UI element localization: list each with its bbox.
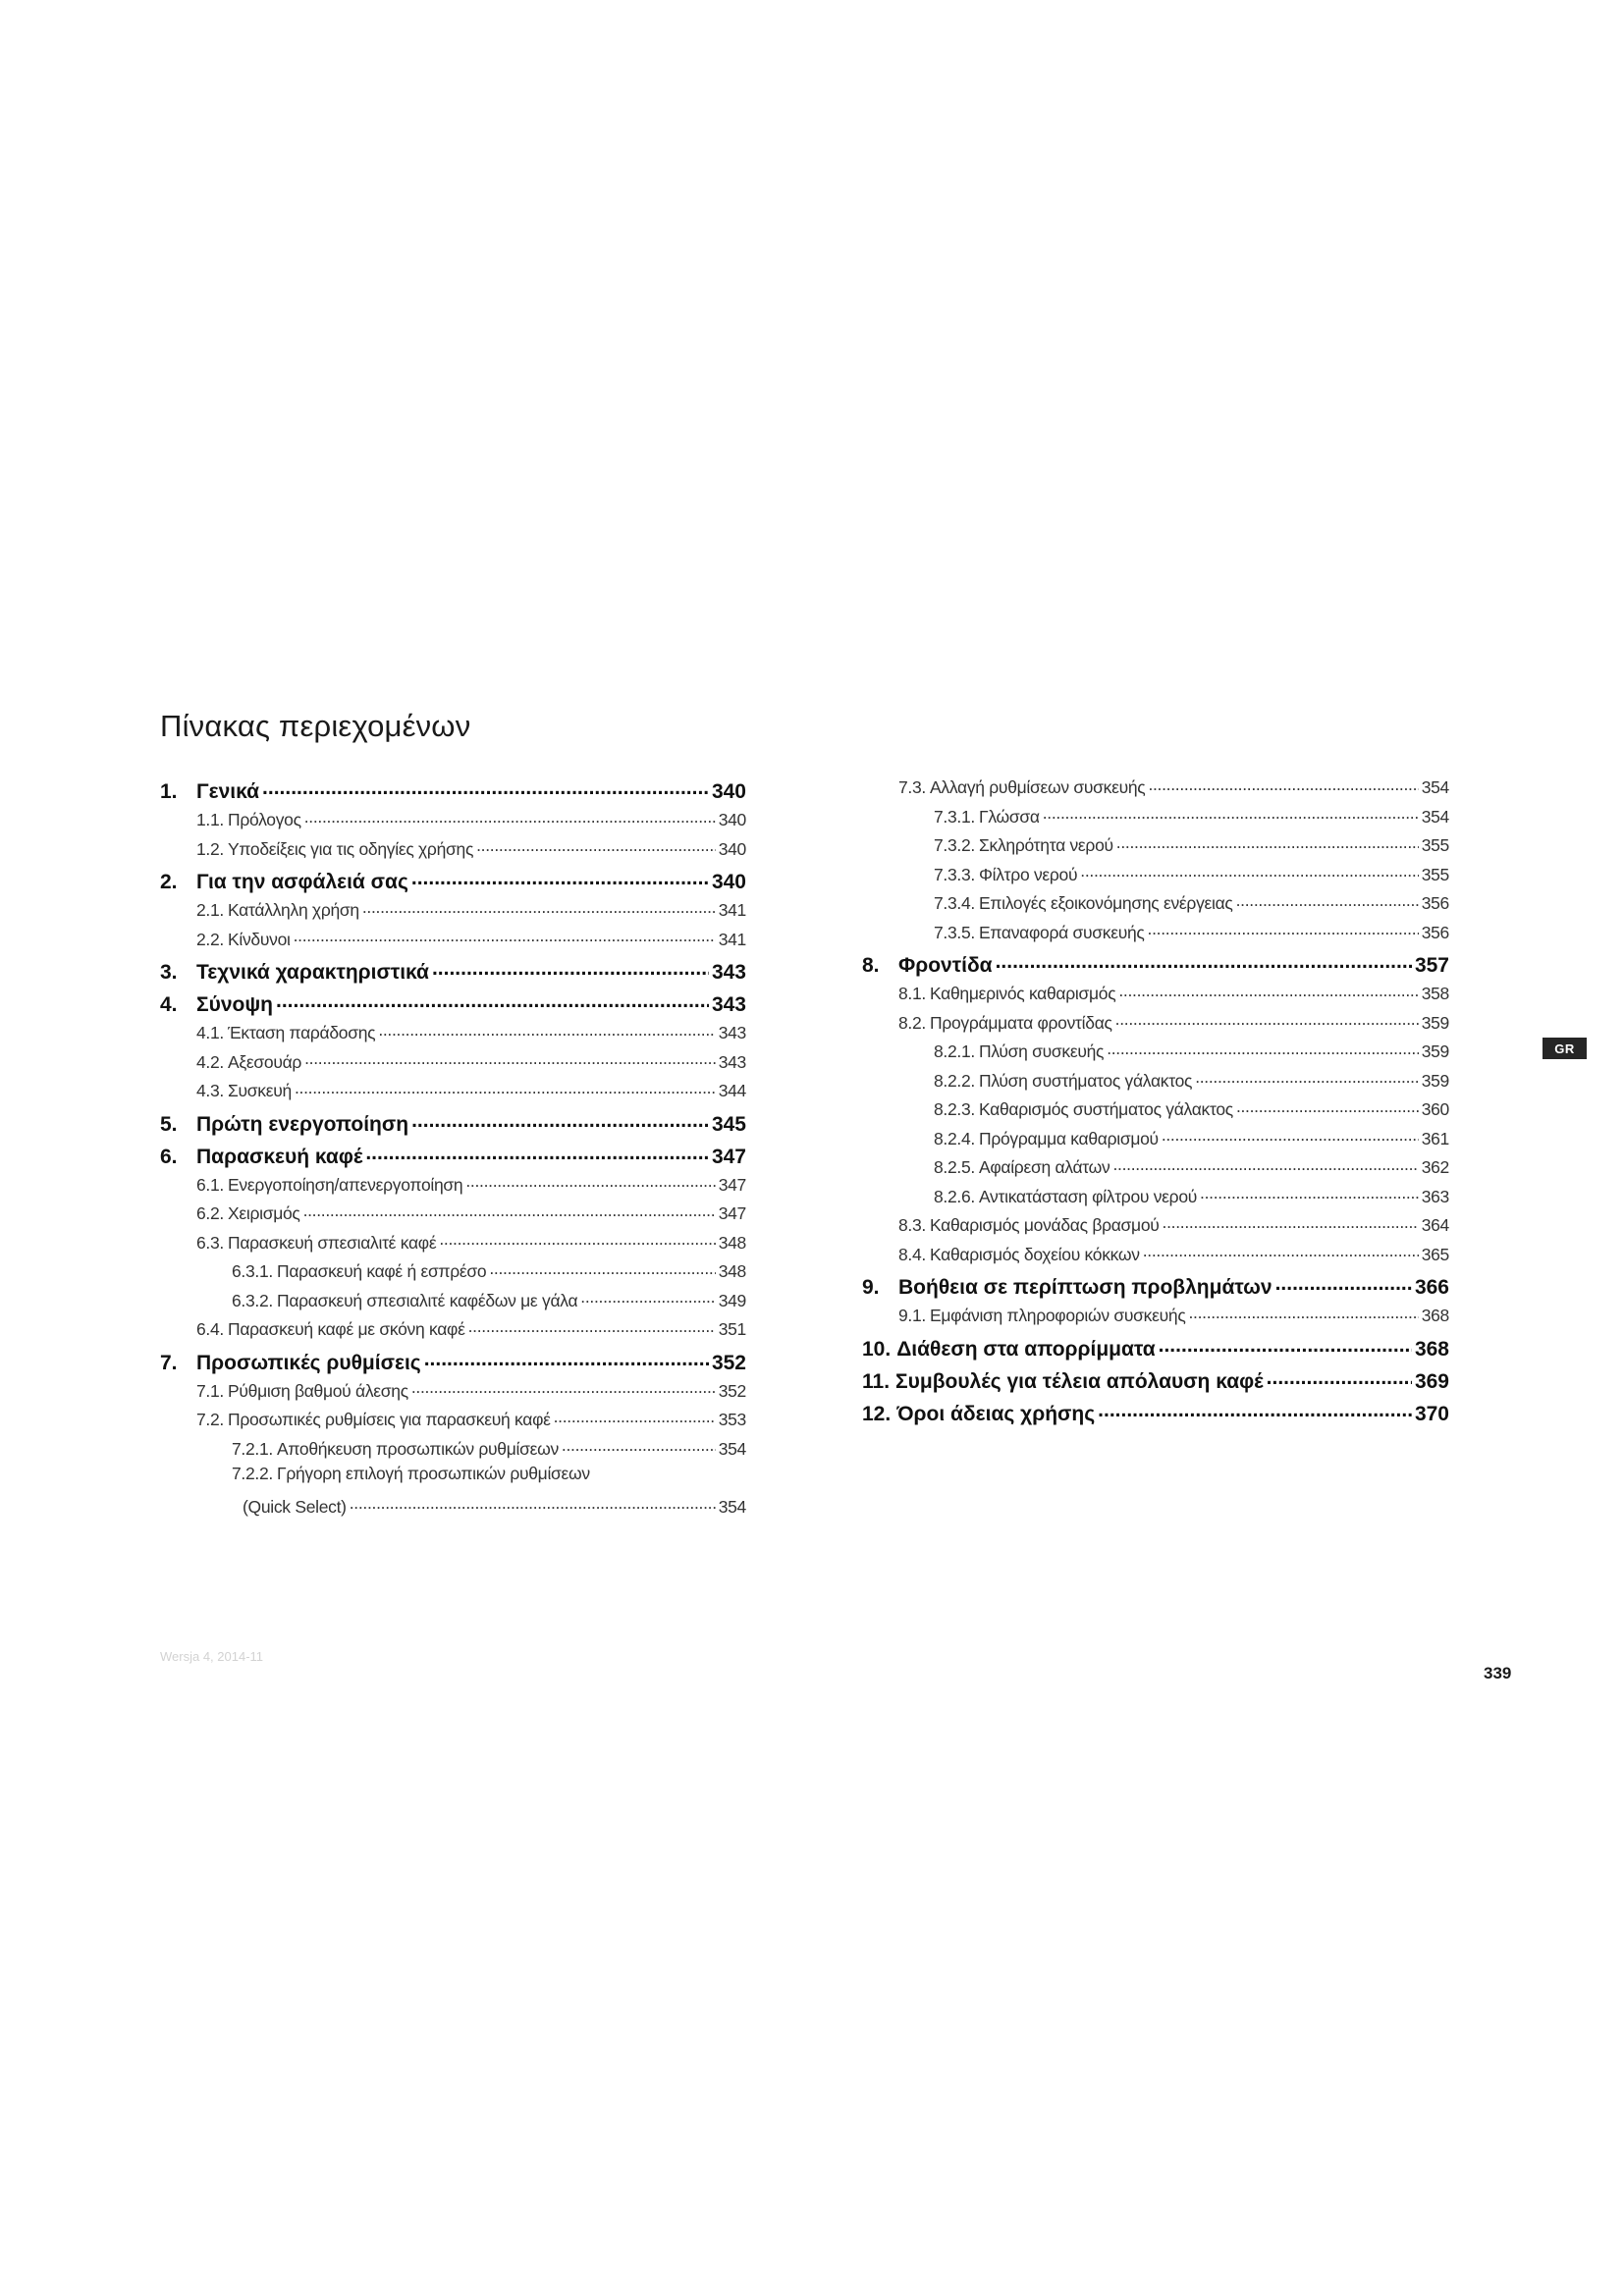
toc-entry-page: 368 bbox=[1414, 1337, 1449, 1361]
toc-entry-number: 7.3. bbox=[898, 777, 926, 797]
toc-entry-label: Πρόγραμμα καθαρισμού bbox=[978, 1128, 1159, 1148]
toc-entry-label: Πρώτη ενεργοποίηση bbox=[196, 1112, 409, 1136]
toc-dot-leader bbox=[1267, 1367, 1412, 1388]
toc-entry-number: 8. bbox=[862, 954, 880, 977]
toc-dot-leader bbox=[554, 1408, 716, 1425]
toc-entry-label: Διάθεση στα απορρίμματα bbox=[896, 1337, 1156, 1361]
toc-entry-page: 357 bbox=[1414, 954, 1449, 977]
toc-entry-number: 6.2. bbox=[196, 1203, 224, 1223]
toc-entry-number: 8.2.2. bbox=[934, 1070, 975, 1091]
toc-entry[interactable] bbox=[862, 805, 1449, 834]
toc-dot-leader bbox=[378, 1021, 715, 1039]
toc-entry-number: 6.3.2. bbox=[232, 1290, 273, 1310]
toc-chapter[interactable] bbox=[160, 1143, 746, 1173]
toc-entry-number: 2.1. bbox=[196, 900, 224, 920]
toc-entry-page: 369 bbox=[1414, 1369, 1449, 1393]
toc-dot-leader bbox=[1118, 982, 1418, 999]
toc-entry[interactable] bbox=[862, 921, 1449, 950]
toc-entry-page: 349 bbox=[718, 1290, 746, 1310]
toc-entry-number: 2.2. bbox=[196, 929, 224, 949]
toc-entry-label: Προσωπικές ρυθμίσεις bbox=[196, 1351, 421, 1374]
toc-entry[interactable] bbox=[160, 1050, 746, 1080]
toc-dot-leader bbox=[468, 1317, 716, 1335]
toc-entry-page: 363 bbox=[1421, 1186, 1449, 1206]
toc-entry-page: 348 bbox=[718, 1261, 746, 1281]
toc-entry-label: Συμβουλές για τέλεια απόλαυση καφέ bbox=[895, 1369, 1264, 1393]
toc-entry-page: 360 bbox=[1421, 1099, 1449, 1119]
toc-entry-page: 354 bbox=[718, 1496, 746, 1517]
toc-entry-label: Χειρισμός bbox=[228, 1203, 300, 1223]
toc-entry-page: 345 bbox=[711, 1112, 746, 1136]
toc-entry[interactable] bbox=[160, 1317, 746, 1347]
toc-entry-label: Ρύθμιση βαθμού άλεσης bbox=[228, 1380, 408, 1401]
toc-entry-label: Γλώσσα bbox=[978, 806, 1040, 827]
toc-entry-page: 343 bbox=[711, 961, 746, 984]
toc-dot-leader bbox=[1200, 1185, 1419, 1202]
toc-entry-number: 8.2. bbox=[898, 1012, 926, 1033]
toc-chapter[interactable] bbox=[160, 868, 746, 898]
toc-entry-label: Γενικά bbox=[196, 780, 260, 803]
toc-entry[interactable] bbox=[160, 1201, 746, 1231]
toc-dot-leader bbox=[465, 1173, 715, 1191]
toc-entry-number: 11. bbox=[862, 1369, 891, 1393]
toc-dot-leader bbox=[1107, 1040, 1419, 1057]
toc-entry-number: 6. bbox=[160, 1145, 178, 1168]
toc-entry-number: 7.3.2. bbox=[934, 835, 975, 855]
toc-entry[interactable] bbox=[160, 928, 746, 957]
toc-entry[interactable] bbox=[160, 1437, 746, 1467]
toc-entry-label: Παρασκευή καφέ με σκόνη καφέ bbox=[228, 1319, 465, 1339]
toc-entry-number: 2. bbox=[160, 871, 178, 893]
toc-dot-leader bbox=[365, 1143, 709, 1163]
toc-entry-page: 356 bbox=[1421, 893, 1449, 913]
toc-entry-number: 5. bbox=[160, 1112, 178, 1136]
toc-entry[interactable] bbox=[862, 775, 1449, 805]
toc-entry-page: 351 bbox=[718, 1319, 746, 1339]
toc-entry-page: 347 bbox=[718, 1203, 746, 1223]
toc-dot-leader bbox=[1148, 775, 1418, 793]
toc-entry[interactable] bbox=[160, 1079, 746, 1108]
toc-entry[interactable] bbox=[160, 1021, 746, 1050]
toc-entry[interactable] bbox=[862, 1011, 1449, 1041]
toc-entry[interactable] bbox=[160, 898, 746, 928]
toc-entry-number: 9.1. bbox=[898, 1306, 926, 1325]
toc-entry-page: 366 bbox=[1414, 1276, 1449, 1299]
toc-dot-leader bbox=[562, 1437, 716, 1455]
toc-entry-page: 341 bbox=[718, 929, 746, 949]
toc-entry-label: Φροντίδα bbox=[898, 954, 993, 977]
toc-entry-page: 347 bbox=[711, 1145, 746, 1168]
toc-entry-label: Αλλαγή ρυθμίσεων συσκευής bbox=[930, 777, 1146, 797]
toc-dot-leader bbox=[304, 1050, 716, 1068]
toc-entry-number: 7.2.1. bbox=[232, 1438, 273, 1459]
toc-right-column bbox=[862, 775, 1449, 1430]
toc-entry-page: 344 bbox=[718, 1081, 746, 1100]
toc-entry-page: 348 bbox=[718, 1232, 746, 1253]
toc-entry-number: 4.2. bbox=[196, 1051, 224, 1072]
toc-entry-page: 362 bbox=[1421, 1157, 1449, 1177]
toc-entry-label: Προσωπικές ρυθμίσεις για παρασκευή καφέ bbox=[228, 1410, 551, 1429]
toc-entry-number: 8.2.5. bbox=[934, 1157, 975, 1177]
toc-entry-page: 370 bbox=[1414, 1402, 1449, 1425]
toc-entry-number: 8.2.4. bbox=[934, 1128, 975, 1148]
toc-entry[interactable] bbox=[862, 1097, 1449, 1127]
toc-dot-leader bbox=[1112, 1155, 1418, 1173]
toc-entry-label: Συσκευή bbox=[228, 1081, 292, 1100]
toc-entry-label: Φίλτρο νερού bbox=[978, 864, 1078, 884]
toc-entry[interactable] bbox=[160, 1231, 746, 1260]
toc-entry-label: Εμφάνιση πληροφοριών συσκευής bbox=[930, 1306, 1186, 1325]
toc-entry-number: 4.1. bbox=[196, 1023, 224, 1042]
toc-entry-label: Παρασκευή καφέ bbox=[196, 1145, 363, 1168]
toc-entry-label: Αποθήκευση προσωπικών ρυθμίσεων bbox=[276, 1438, 559, 1459]
toc-entry-number: 8.1. bbox=[898, 984, 926, 1003]
toc-entry-page: 343 bbox=[711, 993, 746, 1016]
toc-dot-leader bbox=[1162, 1127, 1419, 1145]
toc-entry[interactable] bbox=[160, 1379, 746, 1409]
toc-entry[interactable] bbox=[160, 1289, 746, 1318]
toc-chapter[interactable] bbox=[160, 990, 746, 1021]
toc-dot-leader bbox=[1098, 1400, 1412, 1420]
toc-dot-leader bbox=[580, 1289, 715, 1307]
toc-entry[interactable] bbox=[862, 833, 1449, 863]
toc-entry-label: Αντικατάσταση φίλτρου νερού bbox=[978, 1186, 1198, 1206]
toc-entry[interactable] bbox=[862, 982, 1449, 1011]
toc-dot-leader bbox=[1116, 833, 1419, 851]
toc-entry-number: 1.2. bbox=[196, 838, 224, 859]
toc-entry-label: Επιλογές εξοικονόμησης ενέργειας bbox=[978, 893, 1233, 913]
toc-entry[interactable] bbox=[862, 1213, 1449, 1243]
toc-entry[interactable] bbox=[862, 891, 1449, 921]
toc-dot-leader bbox=[476, 837, 716, 855]
toc-entry-page: 341 bbox=[718, 900, 746, 920]
toc-entry-number: 6.3.1. bbox=[232, 1261, 273, 1281]
toc-dot-leader bbox=[439, 1231, 715, 1249]
toc-dot-leader bbox=[276, 990, 709, 1011]
toc-entry-label: Βοήθεια σε περίπτωση προβλημάτων bbox=[898, 1276, 1272, 1299]
toc-entry-number: 6.1. bbox=[196, 1174, 224, 1195]
toc-dot-leader bbox=[1148, 921, 1419, 938]
toc-entry-label: Καθαρισμός συστήματος γάλακτος bbox=[978, 1099, 1233, 1119]
toc-entry-label: Σύνοψη bbox=[196, 993, 273, 1016]
toc-entry-label: Τεχνικά χαρακτηριστικά bbox=[196, 961, 429, 984]
toc-entry-page: 359 bbox=[1421, 1070, 1449, 1091]
toc-entry-label: Υποδείξεις για τις οδηγίες χρήσης bbox=[228, 838, 474, 859]
toc-entry[interactable] bbox=[160, 1173, 746, 1202]
toc-chapter[interactable] bbox=[862, 1273, 1449, 1304]
toc-entry-page: 365 bbox=[1421, 1244, 1449, 1264]
toc-entry[interactable] bbox=[862, 1243, 1449, 1272]
toc-entry-label: Παρασκευή σπεσιαλιτέ καφέ bbox=[228, 1232, 437, 1253]
toc-entry-number: 7.3.5. bbox=[934, 922, 975, 942]
toc-dot-leader bbox=[1236, 891, 1419, 909]
toc-dot-leader bbox=[1163, 1213, 1419, 1231]
toc-chapter[interactable] bbox=[862, 1335, 1449, 1365]
toc-entry-label: Πλύση συστήματος γάλακτος bbox=[978, 1070, 1193, 1091]
toc-entry-continuation[interactable] bbox=[160, 1495, 746, 1524]
toc-entry[interactable] bbox=[862, 1040, 1449, 1069]
toc-entry-number: 4. bbox=[160, 993, 178, 1016]
toc-entry-page: 361 bbox=[1421, 1128, 1449, 1148]
toc-entry-number: 7.3.4. bbox=[934, 893, 975, 913]
toc-entry[interactable] bbox=[862, 1155, 1449, 1185]
toc-entry-number: 8.3. bbox=[898, 1215, 926, 1235]
toc-entry-label-continuation: (Quick Select) bbox=[243, 1496, 347, 1517]
toc-entry-label: Κίνδυνοι bbox=[228, 929, 291, 949]
toc-entry-number: 7.2. bbox=[196, 1410, 224, 1429]
toc-dot-leader bbox=[303, 1201, 716, 1219]
toc-dot-leader bbox=[362, 898, 716, 916]
toc-entry-page: 356 bbox=[1421, 922, 1449, 942]
toc-dot-leader bbox=[1043, 805, 1419, 823]
toc-entry-label: Γρήγορη επιλογή προσωπικών ρυθμίσεων bbox=[276, 1464, 590, 1483]
toc-entry-number: 7.2.2. bbox=[232, 1464, 273, 1483]
toc-entry-label: Πρόλογος bbox=[228, 810, 301, 829]
toc-entry-page: 352 bbox=[711, 1351, 746, 1374]
toc-entry-page: 347 bbox=[718, 1174, 746, 1195]
toc-entry[interactable] bbox=[160, 1408, 746, 1437]
toc-entry-number: 12. bbox=[862, 1402, 892, 1425]
toc-entry-page: 355 bbox=[1421, 835, 1449, 855]
toc-entry[interactable] bbox=[160, 808, 746, 837]
toc-dot-leader bbox=[432, 958, 709, 979]
toc-entry-page: 358 bbox=[1421, 984, 1449, 1003]
toc-entry-label: Κατάλληλη χρήση bbox=[228, 900, 359, 920]
toc-entry[interactable] bbox=[862, 1304, 1449, 1333]
toc-left-column bbox=[160, 775, 746, 1523]
toc-dot-leader bbox=[1188, 1304, 1418, 1321]
toc-dot-leader bbox=[304, 808, 716, 826]
toc-dot-leader bbox=[489, 1259, 715, 1277]
toc-entry[interactable] bbox=[160, 1466, 746, 1495]
toc-entry-page: 352 bbox=[718, 1380, 746, 1401]
toc-entry-page: 353 bbox=[718, 1410, 746, 1429]
toc-entry-label: Αφαίρεση αλάτων bbox=[978, 1157, 1110, 1177]
toc-entry-number: 8.2.6. bbox=[934, 1186, 975, 1206]
toc-dot-leader bbox=[294, 928, 716, 945]
toc-dot-leader bbox=[411, 1379, 716, 1397]
toc-entry-page: 340 bbox=[718, 810, 746, 829]
toc-entry-page: 359 bbox=[1421, 1012, 1449, 1033]
toc-entry-page: 364 bbox=[1421, 1215, 1449, 1235]
toc-chapter[interactable] bbox=[160, 1349, 746, 1379]
toc-dot-leader bbox=[996, 951, 1412, 972]
toc-entry-number: 9. bbox=[862, 1276, 880, 1299]
toc-chapter[interactable] bbox=[862, 1400, 1449, 1430]
toc-entry-number: 7.1. bbox=[196, 1380, 224, 1401]
page-title: Πίνακας περιεχομένων bbox=[160, 709, 471, 743]
toc-entry-label: Προγράμματα φροντίδας bbox=[930, 1012, 1112, 1033]
toc-entry-label: Ενεργοποίηση/απενεργοποίηση bbox=[228, 1174, 463, 1195]
toc-entry-number: 7.3.3. bbox=[934, 864, 975, 884]
toc-entry-page: 354 bbox=[1421, 806, 1449, 827]
toc-entry-label: Για την ασφάλειά σας bbox=[196, 871, 408, 893]
toc-entry[interactable] bbox=[160, 837, 746, 867]
toc-dot-leader bbox=[1080, 863, 1418, 881]
toc-entry-label: Καθημερινός καθαρισμός bbox=[930, 984, 1116, 1003]
toc-entry[interactable] bbox=[160, 1259, 746, 1289]
toc-entry-page: 340 bbox=[718, 838, 746, 859]
page-number: 339 bbox=[1484, 1664, 1512, 1682]
toc-entry-label: Καθαρισμός μονάδας βρασμού bbox=[930, 1215, 1160, 1235]
toc-chapter[interactable] bbox=[160, 958, 746, 988]
toc-entry-page: 354 bbox=[1421, 777, 1449, 797]
toc-entry-label: Όροι άδειας χρήσης bbox=[896, 1402, 1096, 1425]
toc-entry-label: Πλύση συσκευής bbox=[978, 1041, 1105, 1061]
toc-dot-leader bbox=[1115, 1011, 1419, 1029]
toc-entry-page: 368 bbox=[1421, 1306, 1449, 1325]
toc-dot-leader bbox=[350, 1495, 716, 1513]
toc-entry-page: 359 bbox=[1421, 1041, 1449, 1061]
toc-dot-leader bbox=[1143, 1243, 1419, 1260]
toc-dot-leader bbox=[1195, 1069, 1419, 1087]
toc-entry-page: 340 bbox=[711, 780, 746, 803]
toc-entry-label: Παρασκευή καφέ ή εσπρέσο bbox=[276, 1261, 487, 1281]
toc-entry-number: 8.2.1. bbox=[934, 1041, 975, 1061]
toc-entry-number: 3. bbox=[160, 961, 178, 984]
toc-entry-page: 343 bbox=[718, 1023, 746, 1042]
toc-entry-number: 10. bbox=[862, 1337, 892, 1361]
toc-entry-number: 8.4. bbox=[898, 1244, 926, 1264]
toc-dot-leader bbox=[411, 868, 709, 888]
toc-dot-leader bbox=[411, 1110, 709, 1131]
toc-entry[interactable] bbox=[862, 1127, 1449, 1156]
toc-entry-page: 340 bbox=[711, 871, 746, 893]
toc-entry-label: Σκληρότητα νερού bbox=[978, 835, 1113, 855]
toc-entry-number: 1.1. bbox=[196, 810, 224, 829]
toc-entry-number: 7.3.1. bbox=[934, 806, 975, 827]
toc-entry-number: 7. bbox=[160, 1351, 178, 1374]
toc-entry[interactable] bbox=[862, 863, 1449, 892]
toc-chapter[interactable] bbox=[862, 951, 1449, 982]
toc-entry-number: 6.3. bbox=[196, 1232, 224, 1253]
toc-dot-leader bbox=[424, 1349, 709, 1369]
version-note: Wersja 4, 2014-11 bbox=[160, 1649, 264, 1664]
toc-chapter[interactable] bbox=[862, 1367, 1449, 1398]
toc-dot-leader bbox=[1159, 1335, 1412, 1356]
toc-entry-label: Επαναφορά συσκευής bbox=[978, 922, 1145, 942]
toc-entry-page: 343 bbox=[718, 1051, 746, 1072]
language-tab: GR bbox=[1543, 1038, 1587, 1059]
toc-entry-label: Έκταση παράδοσης bbox=[228, 1023, 376, 1042]
toc-entry-number: 8.2.3. bbox=[934, 1099, 975, 1119]
toc-entry-label: Παρασκευή σπεσιαλιτέ καφέδων με γάλα bbox=[276, 1290, 578, 1310]
toc-entry[interactable] bbox=[862, 1069, 1449, 1098]
toc-entry[interactable] bbox=[862, 1185, 1449, 1214]
toc-entry-page: 354 bbox=[718, 1438, 746, 1459]
toc-dot-leader bbox=[1236, 1097, 1419, 1115]
toc-entry-number: 1. bbox=[160, 780, 178, 803]
toc-dot-leader bbox=[262, 777, 709, 798]
toc-dot-leader bbox=[1275, 1273, 1412, 1294]
toc-dot-leader bbox=[295, 1079, 716, 1096]
toc-entry-number: 6.4. bbox=[196, 1319, 224, 1339]
toc-chapter[interactable] bbox=[160, 1110, 746, 1141]
toc-entry-label: Καθαρισμός δοχείου κόκκων bbox=[930, 1244, 1140, 1264]
toc-entry-page: 355 bbox=[1421, 864, 1449, 884]
toc-chapter[interactable] bbox=[160, 777, 746, 808]
toc-entry-label: Αξεσουάρ bbox=[228, 1051, 302, 1072]
toc-entry-number: 4.3. bbox=[196, 1081, 224, 1100]
